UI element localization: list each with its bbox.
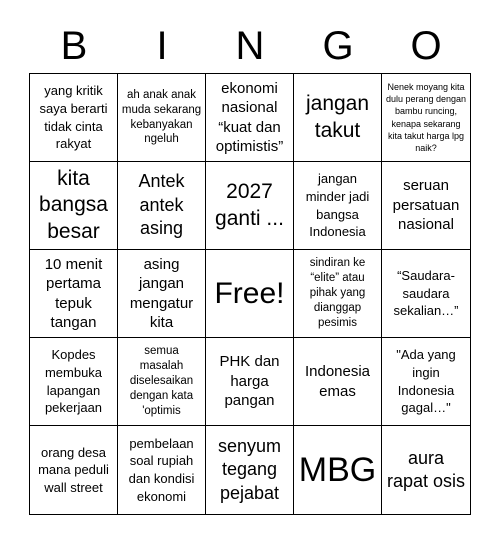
bingo-cell-text: ekonomi nasional “kuat dan optimistis” [215, 79, 284, 155]
bingo-cell-20[interactable] [382, 338, 470, 426]
header-letter-n: N [235, 24, 265, 68]
header-letter-o: O [410, 24, 442, 68]
bingo-cell-2[interactable] [118, 74, 206, 162]
bingo-cell-text: jangan takut [305, 92, 370, 142]
bingo-header [30, 20, 470, 72]
bingo-cell-21[interactable] [30, 426, 118, 514]
bingo-cell-22[interactable] [118, 426, 206, 514]
bingo-cell-23[interactable] [206, 426, 294, 514]
bingo-cell-text: aura rapat osis [386, 447, 466, 491]
bingo-cell-4[interactable] [294, 74, 382, 162]
bingo-cell-text: jangan minder jadi bangsa Indonesia [305, 171, 370, 240]
bingo-cell-6[interactable] [30, 162, 118, 250]
bingo-cell-text: MBG [298, 450, 377, 489]
bingo-cell-text: kita bangsa besar [39, 167, 108, 243]
bingo-cell-text: 2027 ganti ... [215, 180, 284, 230]
bingo-cell-text: seruan persatuan nasional [392, 177, 460, 234]
bingo-cell-9[interactable] [294, 162, 382, 250]
bingo-cell-24[interactable] [294, 426, 382, 514]
header-letter-g: G [322, 24, 354, 68]
bingo-cell-text: semua masalah diselesaikan dengan kata 'optimis [129, 345, 194, 417]
bingo-cell-text: Kopdes membuka lapangan pekerjaan [44, 347, 103, 416]
bingo-cell-7[interactable] [118, 162, 206, 250]
bingo-cell-text: senyum tegang pejabat [217, 435, 282, 503]
bingo-cell-text: "Ada yang ingin Indonesia gagal…" [396, 347, 456, 416]
bingo-grid [29, 73, 471, 515]
bingo-cell-text: pembelaan soal rupiah dan kondisi ekonomi [128, 435, 195, 504]
free-space-text: Free! [214, 276, 285, 310]
bingo-cell-text: 10 menit pertama tepuk tangan [44, 255, 103, 331]
bingo-cell-11[interactable] [30, 250, 118, 338]
bingo-cell-text: Antek antek asing [138, 171, 185, 239]
header-letter-b: B [60, 24, 88, 68]
bingo-cell-5[interactable] [382, 74, 470, 162]
bingo-cell-text: ah anak anak muda sekarang kebanyakan ngeluh [121, 88, 202, 146]
bingo-cell-text: asing jangan mengatur kita [129, 255, 194, 331]
bingo-cell-text: Indonesia emas [304, 363, 371, 400]
bingo-cell-text: Nenek moyang kita dulu perang dengan bambu runcing, kenapa sekarang kita takut harga lpg naik? [385, 82, 467, 153]
bingo-cell-18[interactable] [206, 338, 294, 426]
bingo-cell-15[interactable] [382, 250, 470, 338]
bingo-cell-free[interactable] [206, 250, 294, 338]
bingo-cell-14[interactable] [294, 250, 382, 338]
bingo-cell-text: orang desa mana peduli wall street [38, 444, 109, 495]
bingo-cell-text: yang kritik saya berarti tidak cinta rakyat [39, 83, 108, 152]
bingo-cell-3[interactable] [206, 74, 294, 162]
bingo-cell-1[interactable] [30, 74, 118, 162]
bingo-cell-12[interactable] [118, 250, 206, 338]
bingo-cell-text: PHK dan harga pangan [219, 353, 280, 410]
bingo-cell-17[interactable] [118, 338, 206, 426]
header-letter-i: I [156, 24, 168, 68]
bingo-cell-16[interactable] [30, 338, 118, 426]
bingo-cell-10[interactable] [382, 162, 470, 250]
bingo-cell-8[interactable] [206, 162, 294, 250]
bingo-cell-text: “Saudara-saudara sekalian…” [393, 268, 459, 319]
bingo-cell-19[interactable] [294, 338, 382, 426]
bingo-cell-25[interactable] [382, 426, 470, 514]
bingo-cell-text: sindiran ke “elite” atau pihak yang dianggap pesimis [309, 257, 366, 329]
